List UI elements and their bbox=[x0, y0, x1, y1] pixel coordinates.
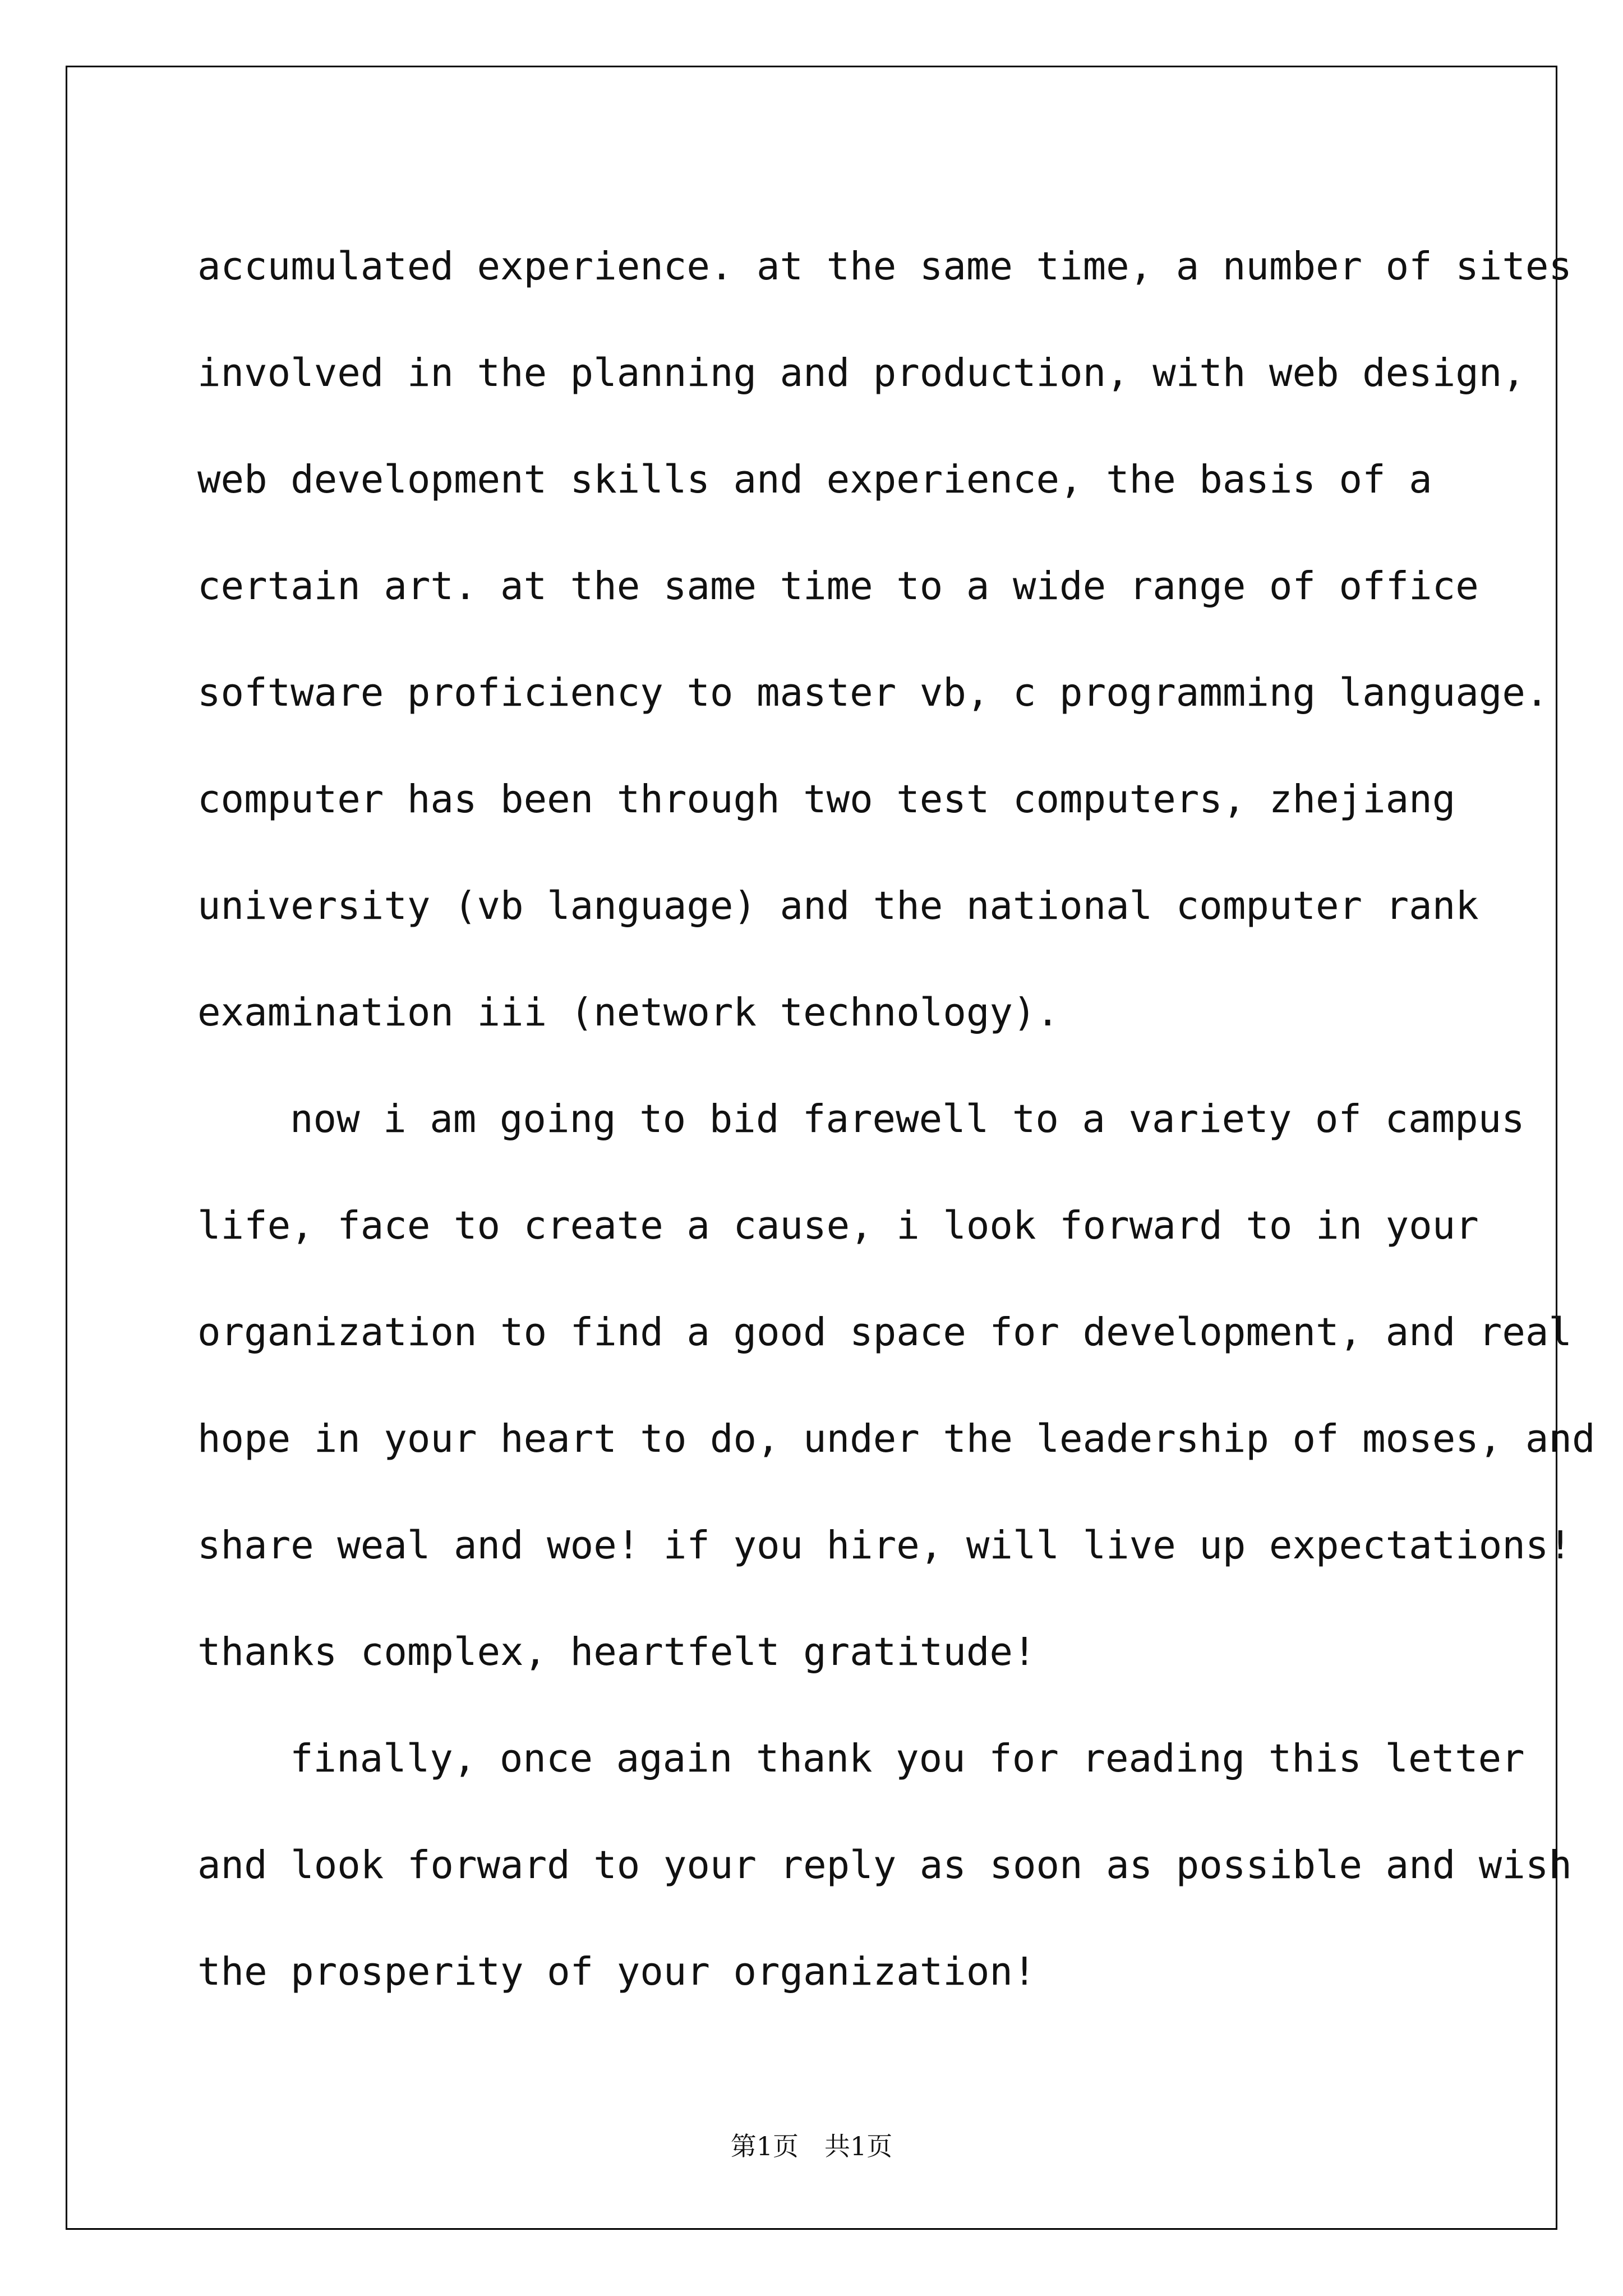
text-line: software proficiency to master vb, c programming language. bbox=[197, 670, 1549, 715]
text-line: now i am going to bid farewell to a variety of campus bbox=[290, 1097, 1525, 1142]
text-line: computer has been through two test computers, zhejiang bbox=[197, 777, 1456, 822]
text-line: thanks complex, heartfelt gratitude! bbox=[197, 1630, 1036, 1674]
paragraph-2 bbox=[197, 1066, 1596, 1705]
text-line: life, face to create a cause, i look forward to in your bbox=[197, 1203, 1479, 1248]
paragraph-3 bbox=[197, 1705, 1572, 2025]
text-line: share weal and woe! if you hire, will live up expectations! bbox=[197, 1523, 1572, 1568]
text-line: finally, once again thank you for reading this letter bbox=[290, 1736, 1525, 1781]
text-line: the prosperity of your organization! bbox=[197, 1949, 1036, 1994]
paragraph-1 bbox=[197, 213, 1572, 1066]
text-line: hope in your heart to do, under the leadership of moses, and bbox=[197, 1416, 1596, 1461]
text-line: web development skills and experience, the basis of a bbox=[197, 457, 1432, 502]
text-line: accumulated experience. at the same time, a number of sites bbox=[197, 244, 1572, 289]
text-line: organization to find a good space for development, and real bbox=[197, 1310, 1572, 1355]
text-line: involved in the planning and production, with web design, bbox=[197, 351, 1525, 395]
page-number-footer: 第1页 共1页 bbox=[730, 2131, 893, 2161]
letter-body bbox=[197, 213, 1596, 2025]
text-line: certain art. at the same time to a wide range of office bbox=[197, 564, 1479, 609]
text-line: examination iii (network technology). bbox=[197, 990, 1060, 1035]
text-line: university (vb language) and the national computer rank bbox=[197, 884, 1479, 928]
text-line: and look forward to your reply as soon as possible and wish bbox=[197, 1843, 1572, 1888]
